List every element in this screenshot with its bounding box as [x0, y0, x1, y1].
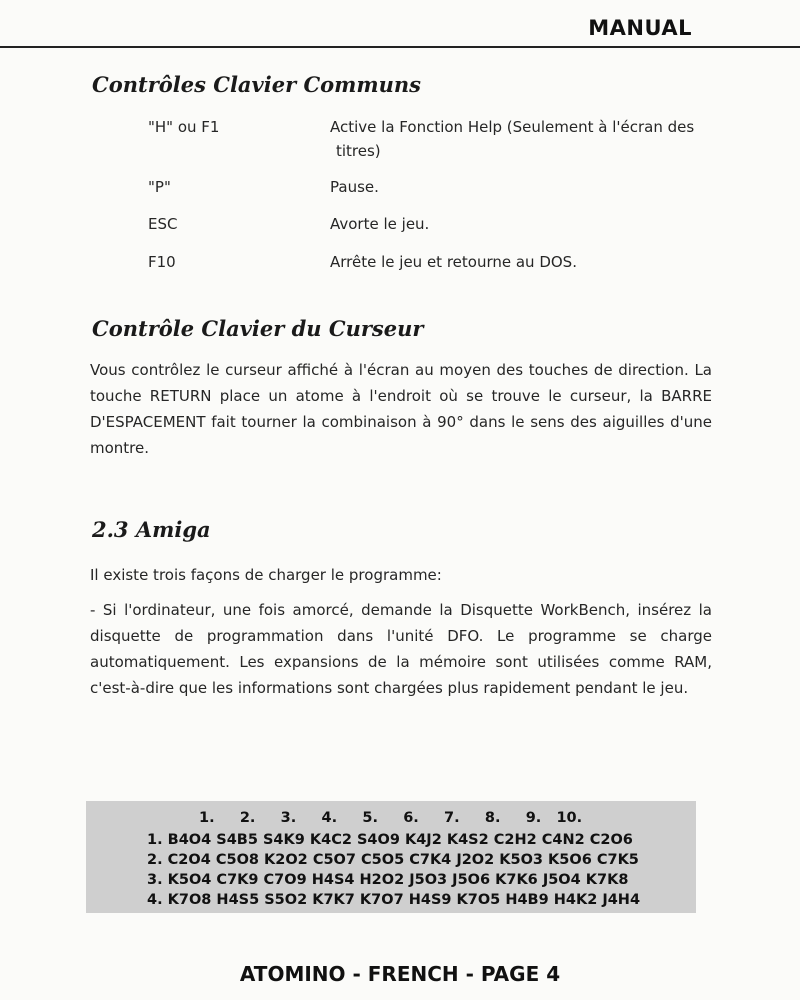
control-key: F10 [148, 253, 176, 271]
section-title-cursor: Contrôle Clavier du Curseur [92, 316, 424, 341]
header-rule [0, 46, 800, 48]
section-title-keyboard: Contrôles Clavier Communs [92, 72, 421, 97]
cursor-paragraph: Vous contrôlez le curseur affiché à l'écran au moyen des touches de direction. La touche RETURN place un atome à l'endroit où se trouve le curseur, la BARRE D'ESPACEMENT fait tourner la combinaison à 90° dans le sens des aiguilles d'une montre. [90, 361, 712, 457]
header-manual-label: MANUAL [588, 16, 692, 40]
control-key: "P" [148, 178, 171, 196]
control-key: "H" ou F1 [148, 118, 220, 136]
section-title-amiga: 2.3 Amiga [92, 517, 211, 542]
page-footer: ATOMINO - FRENCH - PAGE 4 [239, 962, 561, 986]
code-grid [86, 801, 696, 913]
code-grid-row: 3. K5O4 C7K9 C7O9 H4S4 H2O2 J5O3 J5O6 K7K6 J5O4 K7K8 [147, 872, 629, 888]
code-grid-row: 1. B4O4 S4B5 S4K9 K4C2 S4O9 K4J2 K4S2 C2H2 C4N2 C2O6 [147, 832, 633, 848]
control-desc: Active la Fonction Help (Seulement à l'écran des titres) [330, 118, 695, 160]
amiga-intro: Il existe trois façons de charger le programme: [90, 566, 442, 584]
control-desc: Pause. [330, 178, 379, 196]
code-grid-row: 2. C2O4 C5O8 K2O2 C5O7 C5O5 C7K4 J2O2 K5O3 K5O6 C7K5 [147, 852, 639, 868]
control-key: ESC [148, 215, 178, 233]
code-grid-header: 1. 2. 3. 4. 5. 6. 7. 8. 9. 10. [199, 810, 583, 826]
control-desc: Avorte le jeu. [330, 215, 430, 233]
amiga-paragraph: - Si l'ordinateur, une fois amorcé, demande la Disquette WorkBench, insérez la disquette de programmation dans l'unité DFO. Le programme se charge automatiquement. Les expansions de la mémoire sont utilisées comme RAM, c'est-à-dire que les informations sont chargées plus rapidement pendant le jeu. [90, 601, 712, 697]
code-grid-row: 4. K7O8 H4S5 S5O2 K7K7 K7O7 H4S9 K7O5 H4B9 H4K2 J4H4 [147, 892, 641, 908]
control-desc: Arrête le jeu et retourne au DOS. [330, 253, 577, 271]
